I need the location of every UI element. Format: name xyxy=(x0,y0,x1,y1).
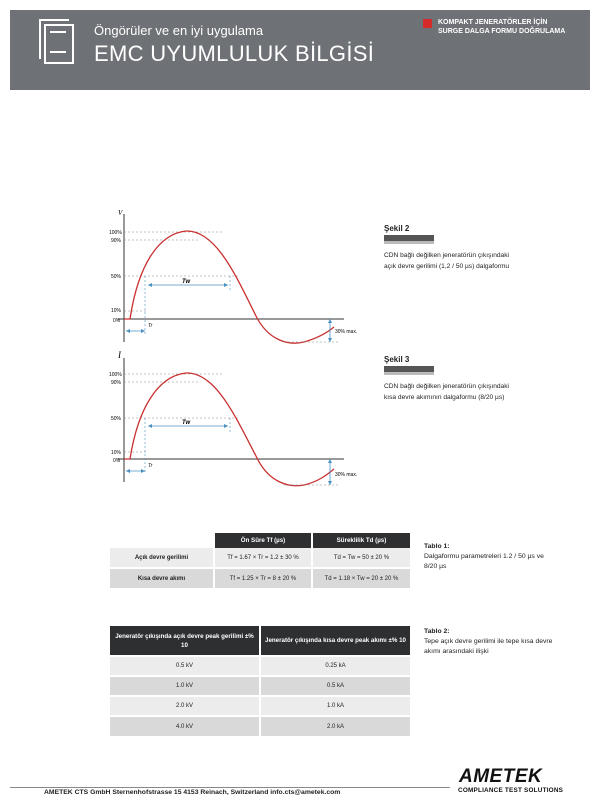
table-2-caption: Tepe açık devre gerilimi ile tepe kısa devre akımı arasındaki ilişki xyxy=(424,638,553,655)
table-2-cell-voltage: 2.0 kV xyxy=(110,696,260,716)
figure-2-tw-label: Tw xyxy=(182,279,191,285)
footer-divider xyxy=(10,787,450,788)
table-2-cell-voltage: 4.0 kV xyxy=(110,716,260,736)
table-2-cell-current: 0.25 kA xyxy=(260,656,410,676)
figure-2-chart xyxy=(108,206,370,348)
table-2-caption-block xyxy=(424,627,554,657)
figure-3-tr-label: Tr xyxy=(148,463,153,469)
figure-2-caption: CDN bağlı değilken jeneratörün çıkışındaki açık devre gerilimi (1,2 / 50 µs) dalgaformu xyxy=(384,252,510,270)
table-2-caption-title: Tablo 2: xyxy=(424,628,450,635)
table-2-cell-current: 0.5 kA xyxy=(260,676,410,696)
ametek-logo: AMETEK xyxy=(459,766,543,787)
table-row xyxy=(110,548,410,568)
header-category-line2: SURGE DALGA FORMU DOĞRULAMA xyxy=(438,28,566,35)
accent-square xyxy=(423,19,432,28)
figure-2-tick-50: 50% xyxy=(111,274,122,280)
figure-3-caption-block xyxy=(384,355,514,403)
table-1-cell-td: Td = Tw = 50 ± 20 % xyxy=(312,548,410,568)
table-2-header-current: Jeneratör çıkışında kısa devre peak akımı ±% 10 xyxy=(260,626,410,656)
header-category xyxy=(438,18,565,36)
table-row xyxy=(110,696,410,716)
figure-2-tick-100: 100% xyxy=(109,230,122,236)
figure-2-tr-label: Tr xyxy=(148,323,153,329)
table-1-cell-tf: Tf = 1.25 × Tr = 8 ± 20 % xyxy=(214,568,312,588)
figure-2-tick-10: 10% xyxy=(111,308,122,314)
page-title: EMC UYUMLULUK BİLGİSİ xyxy=(94,41,375,66)
table-2-cell-voltage: 0.5 kV xyxy=(110,656,260,676)
figure-3-bar-light xyxy=(384,372,434,375)
table-2 xyxy=(110,626,410,736)
figure-3-y-label: I xyxy=(118,350,121,360)
figure-3-tick-100: 100% xyxy=(109,372,122,378)
document-icon xyxy=(44,24,74,64)
figure-2-y-label: V xyxy=(118,209,123,217)
table-1-caption-title: Tablo 1: xyxy=(424,543,450,550)
figure-3-label: Şekil 3 xyxy=(384,355,410,364)
figure-3-tw-label: Tw xyxy=(182,420,191,426)
table-1 xyxy=(110,533,410,588)
table-row xyxy=(110,656,410,676)
figure-3-tick-10: 10% xyxy=(111,450,122,456)
header-category-line1: KOMPAKT JENERATÖRLER İÇİN xyxy=(438,19,548,26)
table-1-corner xyxy=(110,533,214,548)
table-row xyxy=(110,568,410,588)
table-1-header-tf: Ön Süre Tf (µs) xyxy=(214,533,312,548)
figure-2-label: Şekil 2 xyxy=(384,224,410,233)
table-1-cell-td: Td = 1.18 × Tw = 20 ± 20 % xyxy=(312,568,410,588)
table-row xyxy=(110,676,410,696)
figure-2-bar-light xyxy=(384,241,434,244)
figure-3-tick-50: 50% xyxy=(111,416,122,422)
table-2-header-voltage: Jeneratör çıkışında açık devre peak gerilimi ±% 10 xyxy=(110,626,260,656)
footer-address: AMETEK CTS GmbH Sternenhofstrasse 15 4153 Reinach, Switzerland info.cts@ametek.com xyxy=(44,789,341,796)
table-1-row-label: Kısa devre akımı xyxy=(110,568,214,588)
table-row xyxy=(110,716,410,736)
table-2-cell-voltage: 1.0 kV xyxy=(110,676,260,696)
header-subtitle: Öngörüler ve en iyi uygulama xyxy=(94,23,264,38)
figure-2-caption-block xyxy=(384,224,514,272)
ametek-logo-tagline: COMPLIANCE TEST SOLUTIONS xyxy=(458,787,564,794)
figure-2-tick-90: 90% xyxy=(111,238,122,244)
table-1-header-td: Süreklilik Td (µs) xyxy=(312,533,410,548)
figure-3-chart xyxy=(108,346,370,488)
table-2-cell-current: 2.0 kA xyxy=(260,716,410,736)
table-1-caption-block xyxy=(424,542,554,572)
figure-2-undershoot-label: 30% max. xyxy=(335,329,358,335)
table-1-cell-tf: Tf = 1.67 × Tr = 1.2 ± 30 % xyxy=(214,548,312,568)
figure-3-caption: CDN bağlı değilken jeneratörün çıkışındaki kısa devre akımının dalgaformu (8/20 µs) xyxy=(384,383,509,401)
figure-3-tick-90: 90% xyxy=(111,380,122,386)
table-1-caption: Dalgaformu parametreleri 1.2 / 50 µs ve 8/20 µs xyxy=(424,553,544,570)
figure-3-undershoot-label: 30% max. xyxy=(335,472,358,478)
table-2-cell-current: 1.0 kA xyxy=(260,696,410,716)
table-1-row-label: Açık devre gerilimi xyxy=(110,548,214,568)
figure-3-tick-0: 0% xyxy=(113,458,121,464)
header-banner xyxy=(10,10,590,90)
figure-2-tick-0: 0% xyxy=(113,318,121,324)
